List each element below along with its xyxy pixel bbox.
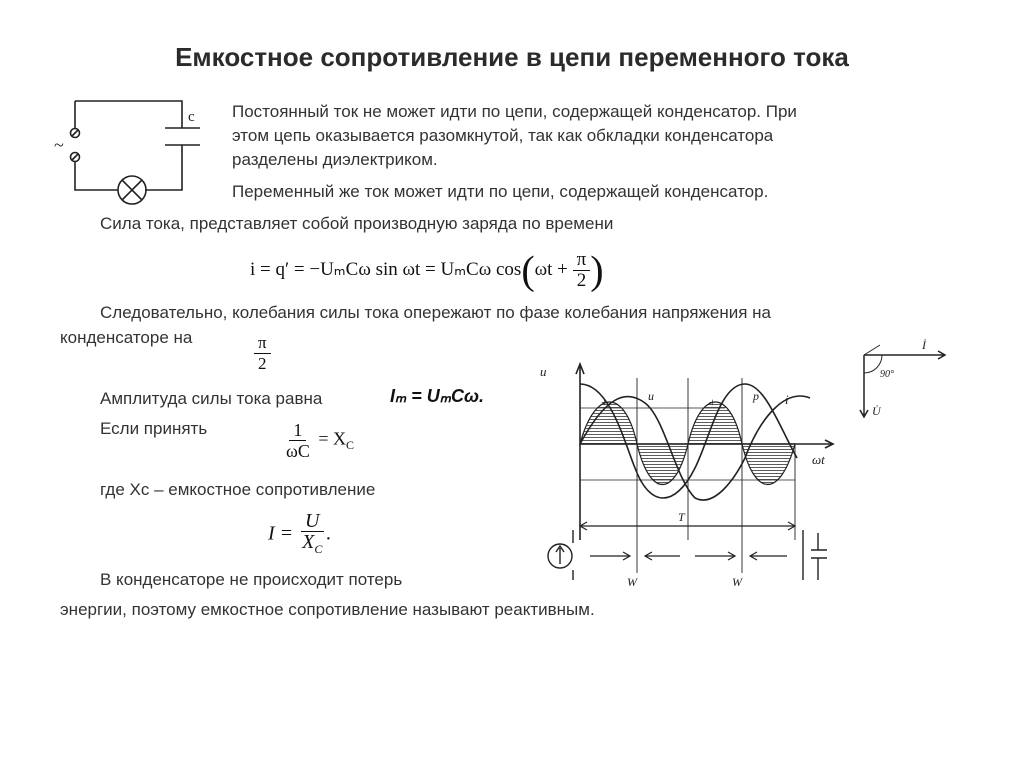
pi-over-two-fraction: $\frac{\pi}{2}$ — [573, 250, 591, 291]
paragraph-no-loss-line1: В конденсаторе не происходит потерь — [100, 570, 403, 589]
paragraph-dc-line2: этом цепь оказывается разомкнутой, так как обкладки конденсатора — [232, 126, 774, 145]
power-sign-minus-2: − — [763, 477, 770, 491]
energy-arrow-left-1 — [645, 552, 680, 560]
phasor-diagram — [850, 335, 960, 430]
paragraph-assume: Если принять — [100, 419, 208, 438]
current-phasor — [864, 351, 945, 359]
energy-label-1: W — [627, 575, 637, 589]
current-formula: i = q′ = −UₘCω sin ωt = UₘCω cos(ωt + $\frac{\pi}{2}$ ) — [250, 247, 604, 293]
voltage-phasor — [860, 355, 868, 417]
power-label: p — [753, 389, 759, 403]
reactance-definition: $\frac{1}{\omega C}$ = $X_C$ — [286, 420, 355, 461]
energy-arrow-right-1 — [590, 552, 630, 560]
paragraph-current-derivative: Сила тока, представляет собой производную заряда по времени — [100, 214, 614, 233]
page-title: Емкостное сопротивление в цепи переменного тока — [175, 42, 849, 72]
vertical-axis-label: u — [540, 364, 547, 379]
paragraph-ac: Переменный же ток может идти по цепи, содержащей конденсатор. — [232, 182, 769, 201]
energy-arrow-left-2 — [750, 552, 787, 560]
paragraph-no-loss-line2: энергии, поэтому емкостное сопротивление называют реактивным. — [60, 600, 595, 619]
capacitor-label: c — [188, 109, 195, 125]
energy-label-2: W — [732, 575, 742, 589]
phase-pi-over-two: $\frac{\pi}{2}$ — [254, 333, 271, 374]
paragraph-amplitude: Амплитуда силы тока равна — [100, 389, 323, 408]
waveform-diagram — [535, 358, 845, 598]
paragraph-phase-line2: конденсаторе на — [60, 328, 193, 347]
current-label: i — [785, 392, 789, 407]
voltage-label: u — [648, 389, 654, 403]
capacitor-symbol — [811, 533, 827, 580]
ohm-law-formula: I = $\frac{U}{X_C}$ . — [268, 510, 332, 556]
energy-arrow-right-2 — [695, 552, 735, 560]
period-label: T — [678, 510, 685, 524]
current-formula-arg: ωt + — [534, 258, 568, 280]
ac-source-symbol: ~ — [54, 135, 64, 155]
paragraph-dc-line1: Постоянный ток не может идти по цепи, содержащей конденсатор. При — [232, 102, 797, 121]
power-sign-minus-1: − — [657, 477, 664, 491]
time-axis-label: ωt — [812, 452, 825, 467]
power-sign-plus-2: + — [709, 395, 716, 409]
power-sign-plus-1: + — [601, 395, 608, 409]
paragraph-reactance-note: где Xc – емкостное сопротивление — [100, 480, 376, 499]
phase-angle-label: 90° — [880, 369, 894, 380]
current-phasor-label: İ — [922, 338, 926, 352]
voltage-phasor-label: U̇ — [872, 404, 881, 418]
paragraph-phase-line1: Следовательно, колебания силы тока опережают по фазе колебания напряжения на — [100, 303, 771, 322]
current-formula-main: i = q′ = −UₘCω sin ωt = UₘCω cos — [250, 258, 522, 280]
amplitude-formula: Iₘ = UₘCω. — [390, 386, 484, 406]
paragraph-dc-line3: разделены диэлектриком. — [232, 150, 438, 169]
capacitor-circuit-diagram — [50, 95, 220, 210]
